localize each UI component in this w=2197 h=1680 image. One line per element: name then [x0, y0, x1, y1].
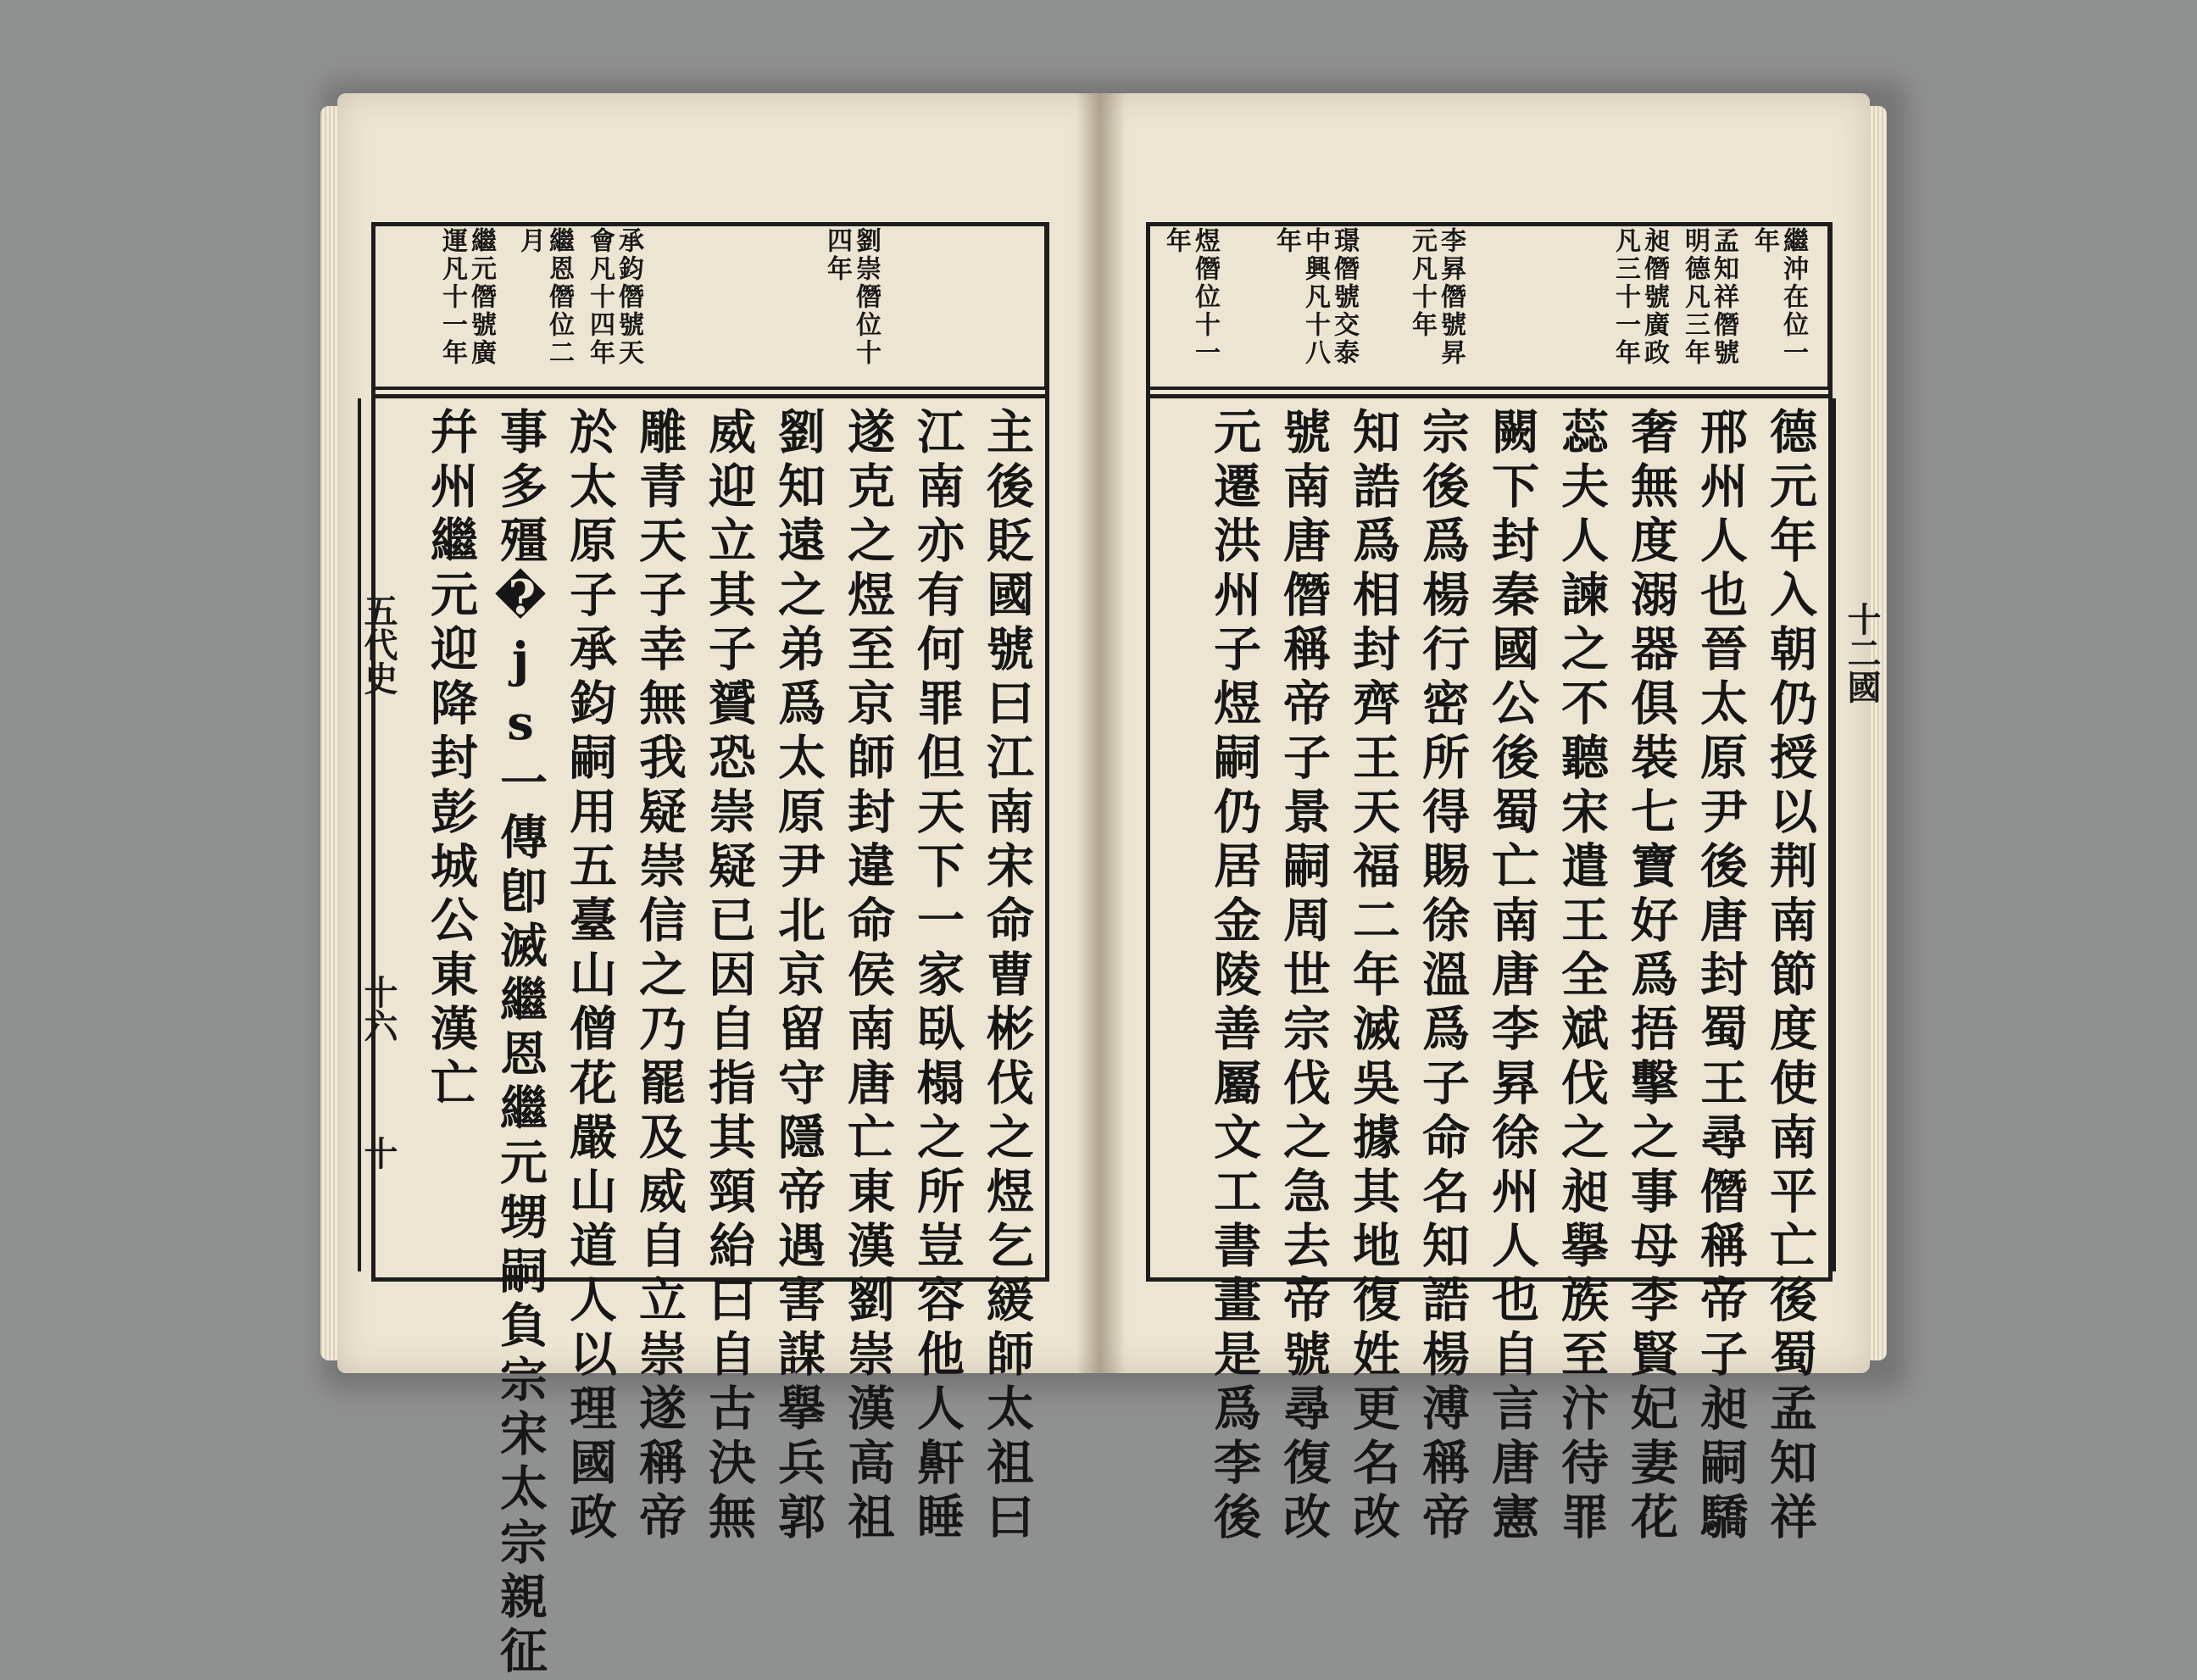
- right-text-column: 奢無度溺器俱裝七寶好爲捂擊之事母李賢妃妻花: [1623, 407, 1679, 1546]
- right-text-column: 德元年入朝仍授以荆南節度使南平亡後蜀孟知祥: [1762, 407, 1818, 1546]
- left-header-note: 承鈞僭號天 會凡十四年: [585, 227, 643, 367]
- right-header-note: 昶僭號廣政 凡三十一年: [1610, 227, 1669, 367]
- left-text-column: 江南亦有何罪但天下一家臥榻之所豈容他人鼾睡: [909, 407, 965, 1546]
- left-leaf-number: 十: [359, 1136, 398, 1170]
- right-header-note: 孟知祥僭號 明德凡三年: [1680, 227, 1738, 367]
- left-text-column: 於太原子承鈞嗣用五臺山僧花嚴山道人以理國政: [562, 407, 618, 1546]
- right-text-column: 闕下封秦國公後蜀亡南唐李昪徐州人也自言唐憲: [1484, 407, 1540, 1546]
- left-header-divider: [371, 394, 1049, 398]
- book-gutter: [1076, 93, 1126, 1373]
- left-text-column: 幷州繼元迎降封彭城公東漢亡: [423, 407, 479, 1112]
- right-text-column: 元遷洪州子煜嗣仍居金陵善屬文工書畫是爲李後: [1206, 407, 1262, 1546]
- left-header-note: 繼恩僭位二 月: [515, 227, 574, 367]
- right-text-column: 號南唐僭稱帝子景嗣周世宗伐之急去帝號尋復改: [1276, 407, 1332, 1546]
- right-header-divider: [1146, 394, 1833, 398]
- right-margin-rule: [1833, 398, 1836, 1271]
- left-text-column: 主後貶國號曰江南宋命曹彬伐之煜乞緩師太祖曰: [979, 407, 1035, 1546]
- left-page-number: 十六: [359, 975, 398, 1043]
- right-text-column: 蕊夫人諫之不聽宋遣王全斌伐之昶擧族至汴待罪: [1554, 407, 1610, 1546]
- right-text-column: 宗後爲楊行密所得賜徐溫爲子命名知誥楊溥稱帝: [1415, 407, 1471, 1546]
- left-header-note: 劉崇僭位十 四年: [822, 227, 881, 367]
- left-text-column: 劉知遠之弟爲太原尹北京留守隱帝遇害謀擧兵郭: [770, 407, 826, 1546]
- right-text-column: 知誥爲相封齊王天福二年滅吳據其地復姓更名改: [1345, 407, 1401, 1546]
- right-header-note: 璟僭號交泰 中興凡十八 年: [1271, 227, 1359, 367]
- left-margin-title: 五代史: [359, 593, 398, 695]
- right-header-note: 煜僭位十一 年: [1161, 227, 1220, 367]
- right-header-note: 李昪僭號昇 元凡十年: [1407, 227, 1466, 367]
- left-text-column: 事多殭�js一傳卽滅繼恩繼元甥嗣負宗宋太宗親征: [492, 407, 548, 1680]
- right-text-column: 邢州人也晉太原尹後唐封蜀王尋僭稱帝子昶嗣驕: [1693, 407, 1749, 1546]
- left-text-column: 雕青天子幸無我疑崇信之乃罷及威自立崇遂稱帝: [631, 407, 687, 1546]
- left-header-note: 繼元僭號廣 運凡十一年: [437, 227, 496, 367]
- right-header-note: 繼沖在位一 年: [1749, 227, 1808, 367]
- left-text-column: 威迎立其子贇恐崇疑已因自指其頸紿曰自古決無: [701, 407, 757, 1546]
- right-margin-title: 十二國: [1842, 602, 1882, 704]
- left-text-column: 遂克之煜至京師封違命侯南唐亡東漢劉崇漢高祖: [840, 407, 896, 1546]
